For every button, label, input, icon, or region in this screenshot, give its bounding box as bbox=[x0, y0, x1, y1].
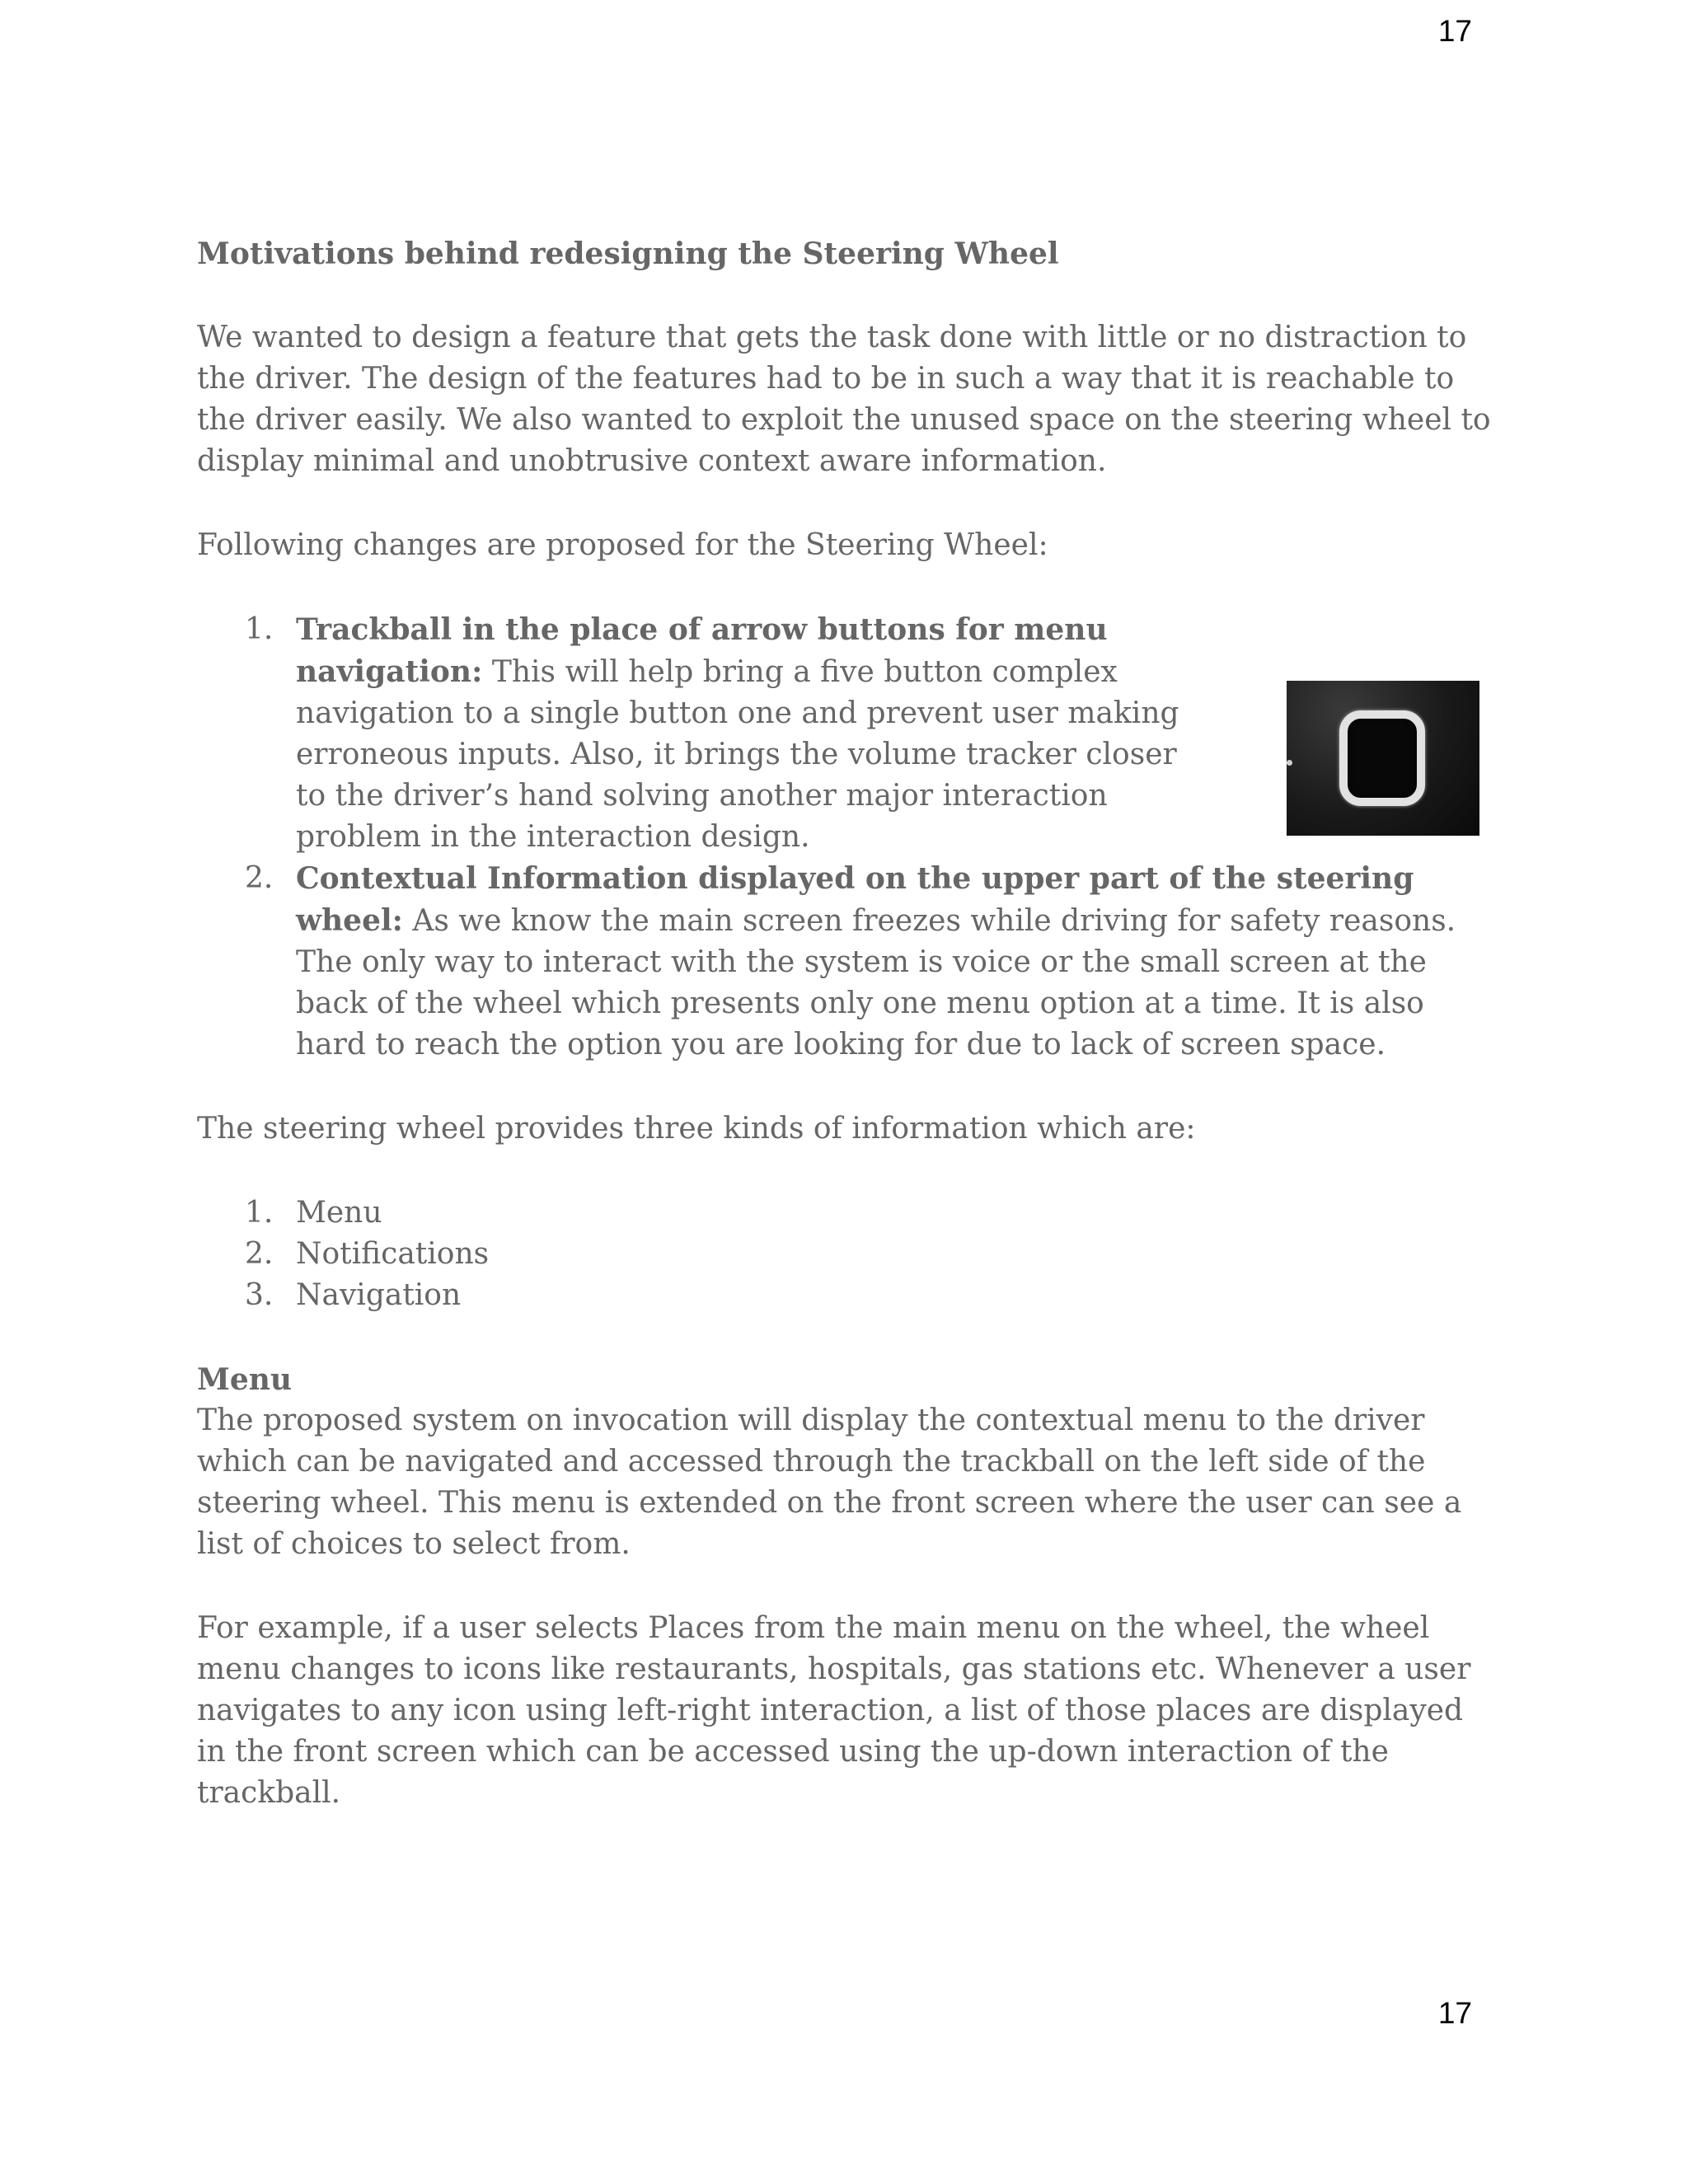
list-item-number: 3. bbox=[245, 1278, 274, 1312]
page-number-top: 17 bbox=[1437, 14, 1472, 48]
trackball-image bbox=[1287, 681, 1479, 836]
info-kinds-list bbox=[197, 1193, 1491, 1316]
list-item bbox=[197, 1193, 1491, 1234]
list-item bbox=[197, 1275, 1491, 1316]
list-item-title: Contextual Information displayed on the upper part of the steering wheel: bbox=[296, 861, 1414, 938]
list-item-label: Notifications bbox=[296, 1237, 490, 1271]
page-number-bottom: 17 bbox=[1437, 1996, 1472, 2030]
list-item-number: 1. bbox=[245, 612, 274, 646]
list-item-label: Menu bbox=[296, 1196, 382, 1230]
list-item-number: 1. bbox=[245, 1196, 274, 1230]
list-item-number: 2. bbox=[245, 1237, 274, 1271]
image-highlight-dot bbox=[1287, 760, 1292, 766]
list-item-label: Navigation bbox=[296, 1278, 462, 1312]
list-item-text: This will help bring a five button complex navigation to a single button one and prevent user making erroneous inputs. Also, it brings the volume tracker closer to the driver’s hand solving another major interaction problem in the interaction design. bbox=[296, 655, 1179, 854]
changes-intro: Following changes are proposed for the Steering Wheel: bbox=[197, 528, 1048, 562]
example-paragraph: For example, if a user selects Places from the main menu on the wheel, the wheel menu changes to icons like restaurants, hospitals, gas stations etc. Whenever a user navigates to any icon using left-right interaction, a list of those places are displayed in the front screen which can be accessed using the up-down interaction of the trackball. bbox=[197, 1611, 1471, 1810]
changes-list bbox=[197, 609, 1491, 1066]
list-item-text: As we know the main screen freezes while driving for safety reasons. The only way to interact with the system is voice or the small screen at the back of the wheel which presents only one menu option at a time. It is also hard to reach the option you are looking for due to lack of screen space. bbox=[296, 904, 1456, 1062]
info-intro: The steering wheel provides three kinds of information which are: bbox=[197, 1112, 1196, 1146]
menu-paragraph: The proposed system on invocation will display the contextual menu to the driver which can be navigated and accessed through the trackball on the left side of the steering wheel. This menu is extended on the front screen where the user can see a list of choices to select from. bbox=[197, 1404, 1462, 1561]
list-item-number: 2. bbox=[245, 861, 274, 895]
menu-heading: Menu bbox=[197, 1362, 293, 1397]
document-body bbox=[197, 233, 1491, 1814]
list-item bbox=[197, 609, 1211, 858]
list-item-title: Trackball in the place of arrow buttons for menu navigation: bbox=[296, 612, 1108, 689]
list-item bbox=[197, 858, 1491, 1066]
intro-paragraph: We wanted to design a feature that gets the task done with little or no distraction to the driver. The design of the features had to be in such a way that it is reachable to the driver easily. We also wanted to exploit the unused space on the steering wheel to display minimal and unobtrusive context aware information. bbox=[197, 321, 1491, 478]
list-item bbox=[197, 1234, 1491, 1275]
trackball-ring-icon bbox=[1339, 710, 1425, 806]
section-title: Motivations behind redesigning the Steering Wheel bbox=[197, 237, 1059, 271]
